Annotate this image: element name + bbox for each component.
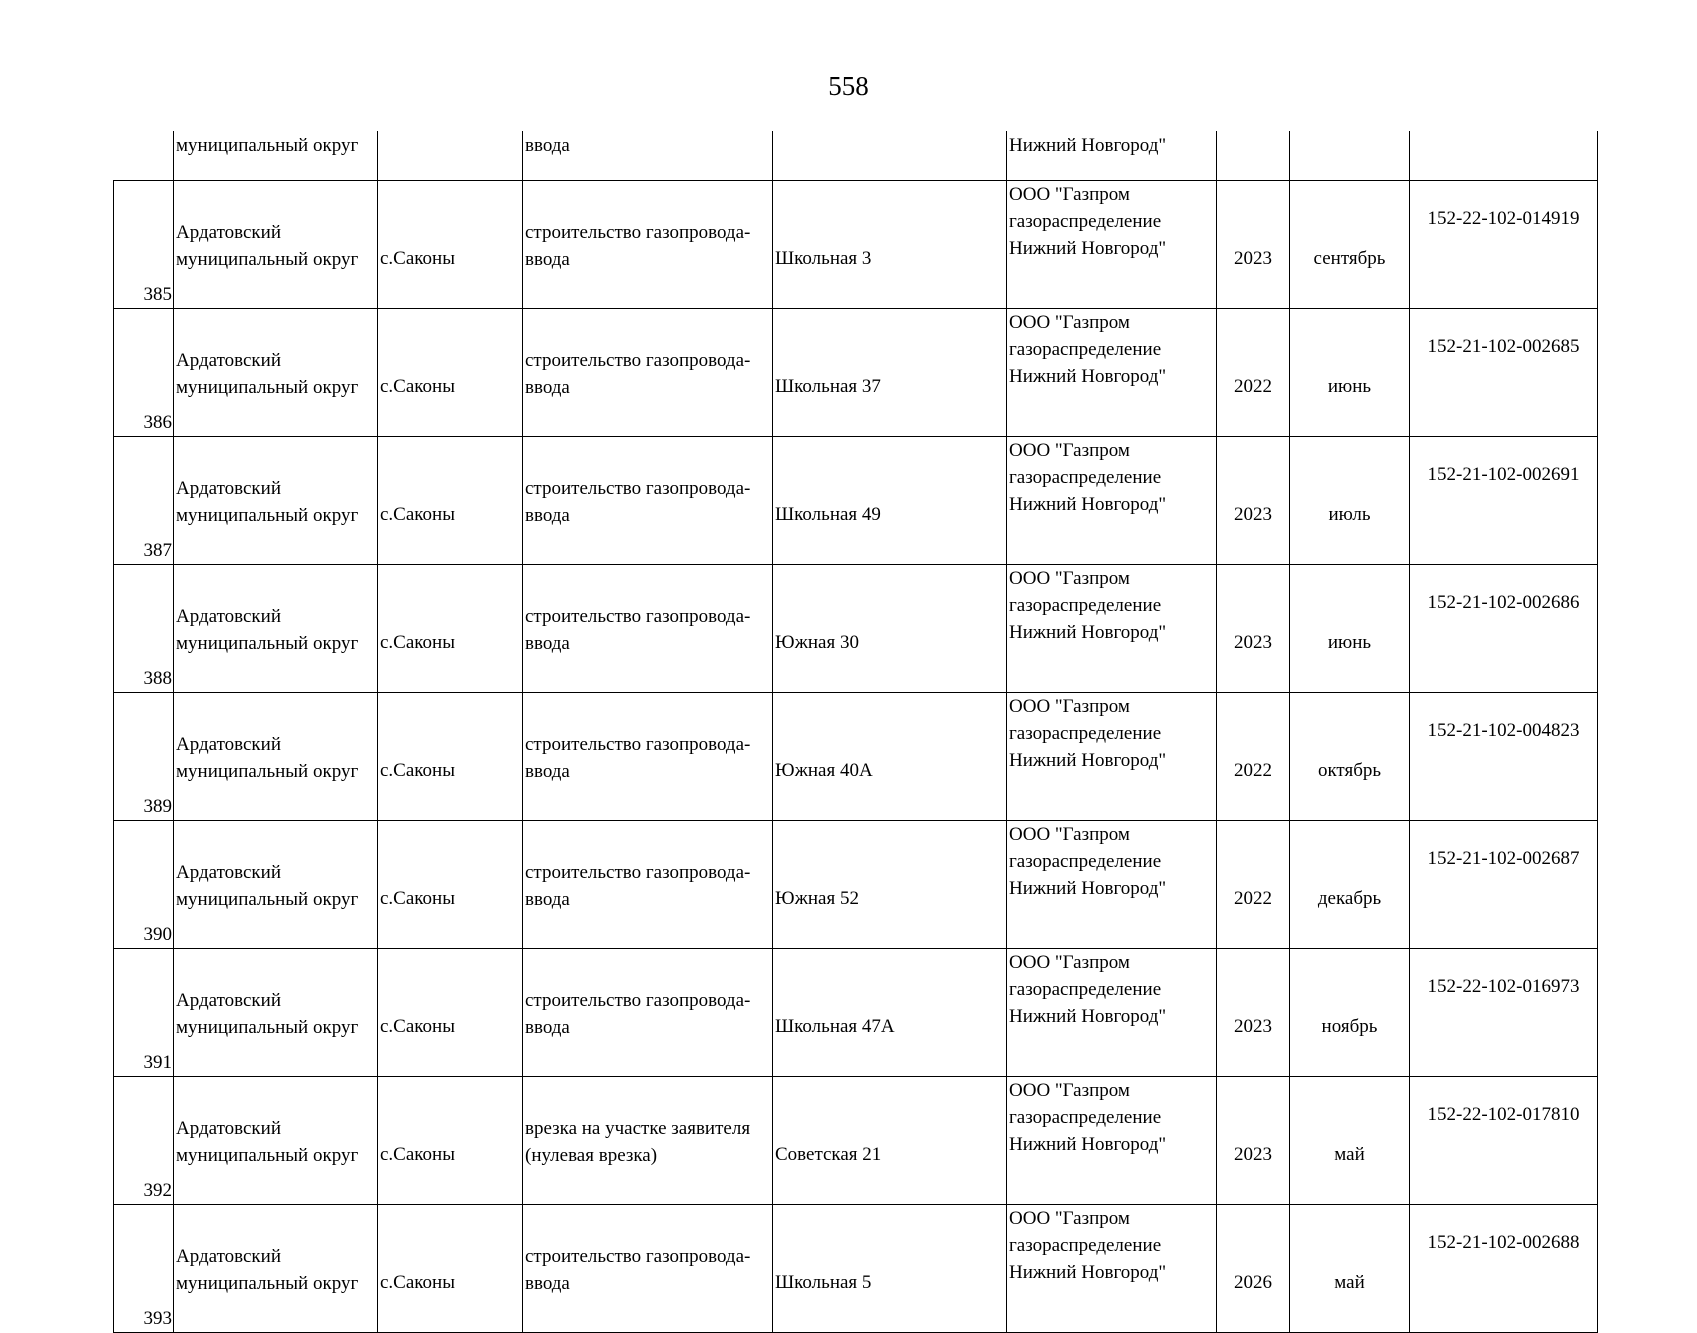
cell-district-line: муниципальный округ [176,888,359,910]
cell-organization [1007,821,1217,949]
cell-code [1410,131,1598,181]
cell-street: Южная 52 [773,821,1007,949]
cell-street: Школьная 5 [773,1205,1007,1333]
cell-settlement: с.Саконы [378,309,523,437]
cell-year: 2022 [1217,693,1290,821]
table-row [114,1077,1598,1205]
cell-organization-line: газораспределение [1009,1107,1162,1128]
cell-work-line: ввода [525,632,570,654]
cell-organization [1007,309,1217,437]
cell-work: ввода [523,131,773,181]
cell-year: 2022 [1217,309,1290,437]
cell-organization-line: газораспределение [1009,851,1162,872]
cell-work-line: ввода [525,504,570,526]
cell-settlement: с.Саконы [378,1205,523,1333]
cell-work [523,181,773,309]
cell-code: 152-21-102-002688 [1410,1205,1598,1333]
cell-num [114,131,174,181]
cell-organization-line: Нижний Новгород" [1009,1006,1167,1027]
cell-organization-line: ООО "Газпром [1009,312,1130,333]
cell-organization [1007,693,1217,821]
cell-num: 389 [114,693,174,821]
cell-organization-line: ООО "Газпром [1009,440,1130,461]
cell-district-line: Ардатовский [176,477,281,499]
cell-settlement [378,131,523,181]
cell-organization-line: ООО "Газпром [1009,1080,1130,1101]
cell-year: 2023 [1217,949,1290,1077]
cell-district-line: Ардатовский [176,605,281,627]
cell-district-line: Ардатовский [176,1117,281,1139]
cell-organization-line: газораспределение [1009,211,1162,232]
cell-organization-line: Нижний Новгород" [1009,622,1167,643]
cell-num: 387 [114,437,174,565]
cell-work-line: ввода [525,248,570,270]
cell-year: 2022 [1217,821,1290,949]
gasification-table [113,131,1598,1333]
cell-num: 388 [114,565,174,693]
cell-code: 152-22-102-017810 [1410,1077,1598,1205]
cell-district: муниципальный округ [174,131,378,181]
cell-district [174,821,378,949]
cell-district [174,309,378,437]
cell-district [174,1077,378,1205]
cell-district-line: муниципальный округ [176,1272,359,1294]
cell-month: июль [1290,437,1410,565]
cell-year: 2026 [1217,1205,1290,1333]
cell-organization [1007,1205,1217,1333]
table-body [114,131,1598,1333]
cell-street: Южная 40А [773,693,1007,821]
cell-organization-line: ООО "Газпром [1009,1208,1130,1229]
cell-year [1217,131,1290,181]
cell-work [523,309,773,437]
cell-organization-line: Нижний Новгород" [1009,1262,1167,1283]
cell-code: 152-21-102-002685 [1410,309,1598,437]
cell-organization-line: Нижний Новгород" [1009,494,1167,515]
cell-district-line: Ардатовский [176,349,281,371]
cell-month: июнь [1290,309,1410,437]
cell-district [174,437,378,565]
cell-organization-line: Нижний Новгород" [1009,238,1167,259]
cell-month: сентябрь [1290,181,1410,309]
cell-street: Школьная 37 [773,309,1007,437]
page-number: 558 [828,71,869,101]
cell-district-line: муниципальный округ [176,632,359,654]
cell-num: 393 [114,1205,174,1333]
cell-street: Школьная 47А [773,949,1007,1077]
cell-organization [1007,1077,1217,1205]
cell-district-line: муниципальный округ [176,376,359,398]
cell-month: май [1290,1205,1410,1333]
cell-code: 152-21-102-004823 [1410,693,1598,821]
cell-work-line: ввода [525,888,570,910]
cell-work-line: строительство газопровода- [525,605,751,627]
cell-num: 391 [114,949,174,1077]
cell-organization [1007,949,1217,1077]
cell-work [523,565,773,693]
cell-settlement: с.Саконы [378,1077,523,1205]
cell-work [523,437,773,565]
cell-work-line: строительство газопровода- [525,349,751,371]
cell-num: 386 [114,309,174,437]
cell-organization-line: Нижний Новгород" [1009,366,1167,387]
cell-work-line: врезка на участке заявителя [525,1117,751,1139]
cell-organization [1007,181,1217,309]
cell-organization-line: ООО "Газпром [1009,952,1130,973]
cell-district-line: Ардатовский [176,733,281,755]
cell-code: 152-22-102-016973 [1410,949,1598,1077]
cell-work-line: строительство газопровода- [525,1245,751,1267]
cell-district [174,565,378,693]
cell-month: ноябрь [1290,949,1410,1077]
cell-work-line: строительство газопровода- [525,733,751,755]
cell-street: Южная 30 [773,565,1007,693]
cell-organization-line: Нижний Новгород" [1009,750,1167,771]
cell-num: 390 [114,821,174,949]
cell-code: 152-21-102-002691 [1410,437,1598,565]
cell-settlement: с.Саконы [378,821,523,949]
cell-organization-line: газораспределение [1009,723,1162,744]
table-row [114,949,1598,1077]
cell-work [523,1205,773,1333]
cell-num: 392 [114,1077,174,1205]
cell-year: 2023 [1217,437,1290,565]
cell-organization-line: газораспределение [1009,1235,1162,1256]
cell-month: октябрь [1290,693,1410,821]
cell-code: 152-21-102-002686 [1410,565,1598,693]
cell-month [1290,131,1410,181]
cell-district-line: Ардатовский [176,1245,281,1267]
cell-organization: Нижний Новгород" [1007,131,1217,181]
table-row [114,1205,1598,1333]
cell-organization-line: газораспределение [1009,339,1162,360]
cell-work-line: ввода [525,1016,570,1038]
cell-settlement: с.Саконы [378,437,523,565]
cell-district [174,949,378,1077]
cell-work-line: ввода [525,760,570,782]
table-row [114,309,1598,437]
cell-settlement: с.Саконы [378,949,523,1077]
cell-street: Школьная 3 [773,181,1007,309]
cell-settlement: с.Саконы [378,181,523,309]
cell-num: 385 [114,181,174,309]
cell-work-line: строительство газопровода- [525,477,751,499]
cell-year: 2023 [1217,565,1290,693]
table-row [114,821,1598,949]
cell-district-line: муниципальный округ [176,248,359,270]
cell-work-line: строительство газопровода- [525,989,751,1011]
cell-work-line: ввода [525,376,570,398]
cell-district-line: муниципальный округ [176,760,359,782]
cell-district-line: Ардатовский [176,221,281,243]
cell-organization-line: Нижний Новгород" [1009,1134,1167,1155]
cell-organization [1007,565,1217,693]
cell-work [523,949,773,1077]
cell-year: 2023 [1217,181,1290,309]
continuation-row [114,131,1598,181]
cell-month: июнь [1290,565,1410,693]
cell-organization-line: Нижний Новгород" [1009,878,1167,899]
cell-district-line: муниципальный округ [176,504,359,526]
cell-district-line: Ардатовский [176,989,281,1011]
cell-organization-line: ООО "Газпром [1009,568,1130,589]
cell-street [773,131,1007,181]
cell-settlement: с.Саконы [378,693,523,821]
table-row [114,565,1598,693]
cell-settlement: с.Саконы [378,565,523,693]
cell-month: декабрь [1290,821,1410,949]
cell-district [174,1205,378,1333]
cell-work-line: ввода [525,1272,570,1294]
cell-organization-line: газораспределение [1009,595,1162,616]
cell-code: 152-22-102-014919 [1410,181,1598,309]
cell-year: 2023 [1217,1077,1290,1205]
cell-organization-line: газораспределение [1009,467,1162,488]
cell-organization-line: ООО "Газпром [1009,184,1130,205]
cell-street: Школьная 49 [773,437,1007,565]
table-row [114,437,1598,565]
cell-district [174,181,378,309]
cell-organization-line: ООО "Газпром [1009,824,1130,845]
cell-district-line: муниципальный округ [176,1144,359,1166]
cell-organization-line: газораспределение [1009,979,1162,1000]
cell-district-line: муниципальный округ [176,1016,359,1038]
cell-work-line: строительство газопровода- [525,861,751,883]
table-row [114,181,1598,309]
cell-organization-line: ООО "Газпром [1009,696,1130,717]
cell-work [523,1077,773,1205]
cell-work [523,693,773,821]
cell-district-line: Ардатовский [176,861,281,883]
cell-street: Советская 21 [773,1077,1007,1205]
cell-code: 152-21-102-002687 [1410,821,1598,949]
cell-work [523,821,773,949]
table-row [114,693,1598,821]
cell-district [174,693,378,821]
cell-work-line: (нулевая врезка) [525,1144,658,1166]
cell-organization [1007,437,1217,565]
cell-month: май [1290,1077,1410,1205]
cell-work-line: строительство газопровода- [525,221,751,243]
